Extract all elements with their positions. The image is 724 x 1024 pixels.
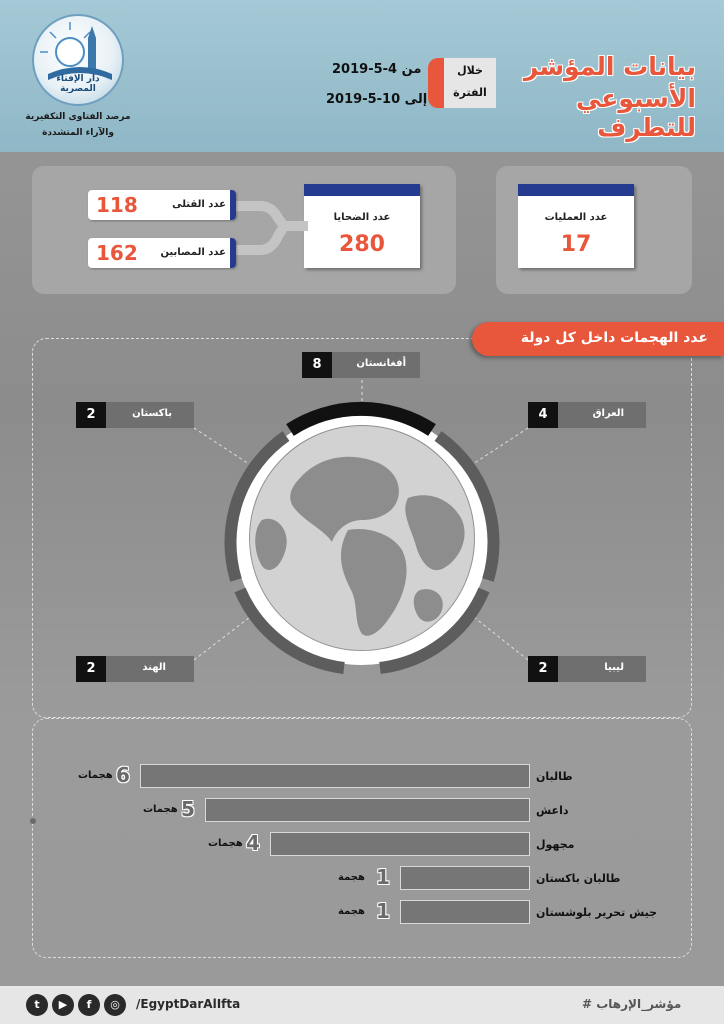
operations-label: عدد العمليات <box>544 212 608 223</box>
country-name: العراق <box>592 408 624 419</box>
country-value: 2 <box>76 402 106 428</box>
group-bar <box>270 832 530 856</box>
country-value: 8 <box>302 352 332 378</box>
country-name: أفغانستان <box>356 358 406 369</box>
group-value: 5 <box>181 797 195 821</box>
date-from: من 4-5-2019 <box>332 62 422 77</box>
youtube-icon[interactable]: ▶ <box>52 994 74 1016</box>
group-bar <box>400 866 530 890</box>
group-value: 6 <box>116 763 130 787</box>
group-bar <box>140 764 530 788</box>
date-to: إلى 10-5-2019 <box>326 92 428 107</box>
twitter-icon[interactable]: t <box>26 994 48 1016</box>
killed-label: عدد القتلى <box>172 199 226 210</box>
group-unit: هجمات <box>208 838 243 849</box>
country-value: 2 <box>76 656 106 682</box>
operations-value: 17 <box>560 232 592 257</box>
logo-text: دار الإفتاء المصرية <box>56 74 100 94</box>
group-unit: هجمة <box>338 872 365 883</box>
group-bar <box>400 900 530 924</box>
country-box-afghanistan <box>302 352 420 378</box>
group-name: داعش <box>536 804 569 817</box>
injured-value: 162 <box>96 241 138 265</box>
group-unit: هجمة <box>338 906 365 917</box>
group-unit: هجمات <box>143 804 178 815</box>
country-box-india <box>76 656 194 682</box>
country-name: ليبيا <box>604 662 624 673</box>
victims-value: 280 <box>339 232 385 257</box>
group-name: طالبان <box>536 770 573 783</box>
frame-dot <box>30 818 36 824</box>
group-bar <box>205 798 530 822</box>
killed-value: 118 <box>96 193 138 217</box>
country-box-libya <box>528 656 646 682</box>
instagram-icon[interactable]: ◎ <box>104 994 126 1016</box>
country-value: 4 <box>528 402 558 428</box>
victims-label: عدد الضحايا <box>333 212 391 223</box>
country-name: الهند <box>142 662 166 673</box>
group-value: 1 <box>376 899 390 923</box>
section-title: عدد الهجمات داخل كل دولة <box>520 330 708 346</box>
facebook-icon[interactable]: f <box>78 994 100 1016</box>
group-name: مجهول <box>536 838 575 851</box>
period-label1: خلال <box>457 64 483 77</box>
injured-label: عدد المصابين <box>160 247 226 258</box>
hashtag: # مؤشر_الإرهاب <box>582 997 682 1011</box>
country-value: 2 <box>528 656 558 682</box>
country-name: باكستان <box>132 408 172 419</box>
title-line2: الأسبوعي للتطرف <box>575 84 696 142</box>
social-handle[interactable]: /EgyptDarAlIfta <box>136 997 241 1011</box>
group-value: 4 <box>246 831 260 855</box>
group-name: طالبان باكستان <box>536 872 621 885</box>
title-line1: بيانات المؤشر <box>523 52 696 81</box>
group-name: جيش تحرير بلوشستان <box>536 906 658 919</box>
org-name-line2: والآراء المتشددة <box>42 128 114 138</box>
group-value: 1 <box>376 865 390 889</box>
period-label2: الفترة <box>453 86 487 99</box>
country-box-pakistan <box>76 402 194 428</box>
country-box-iraq <box>528 402 646 428</box>
group-unit: هجمات <box>78 770 113 781</box>
org-name-line1: مرصد الفتاوى التكفيرية <box>25 112 131 122</box>
